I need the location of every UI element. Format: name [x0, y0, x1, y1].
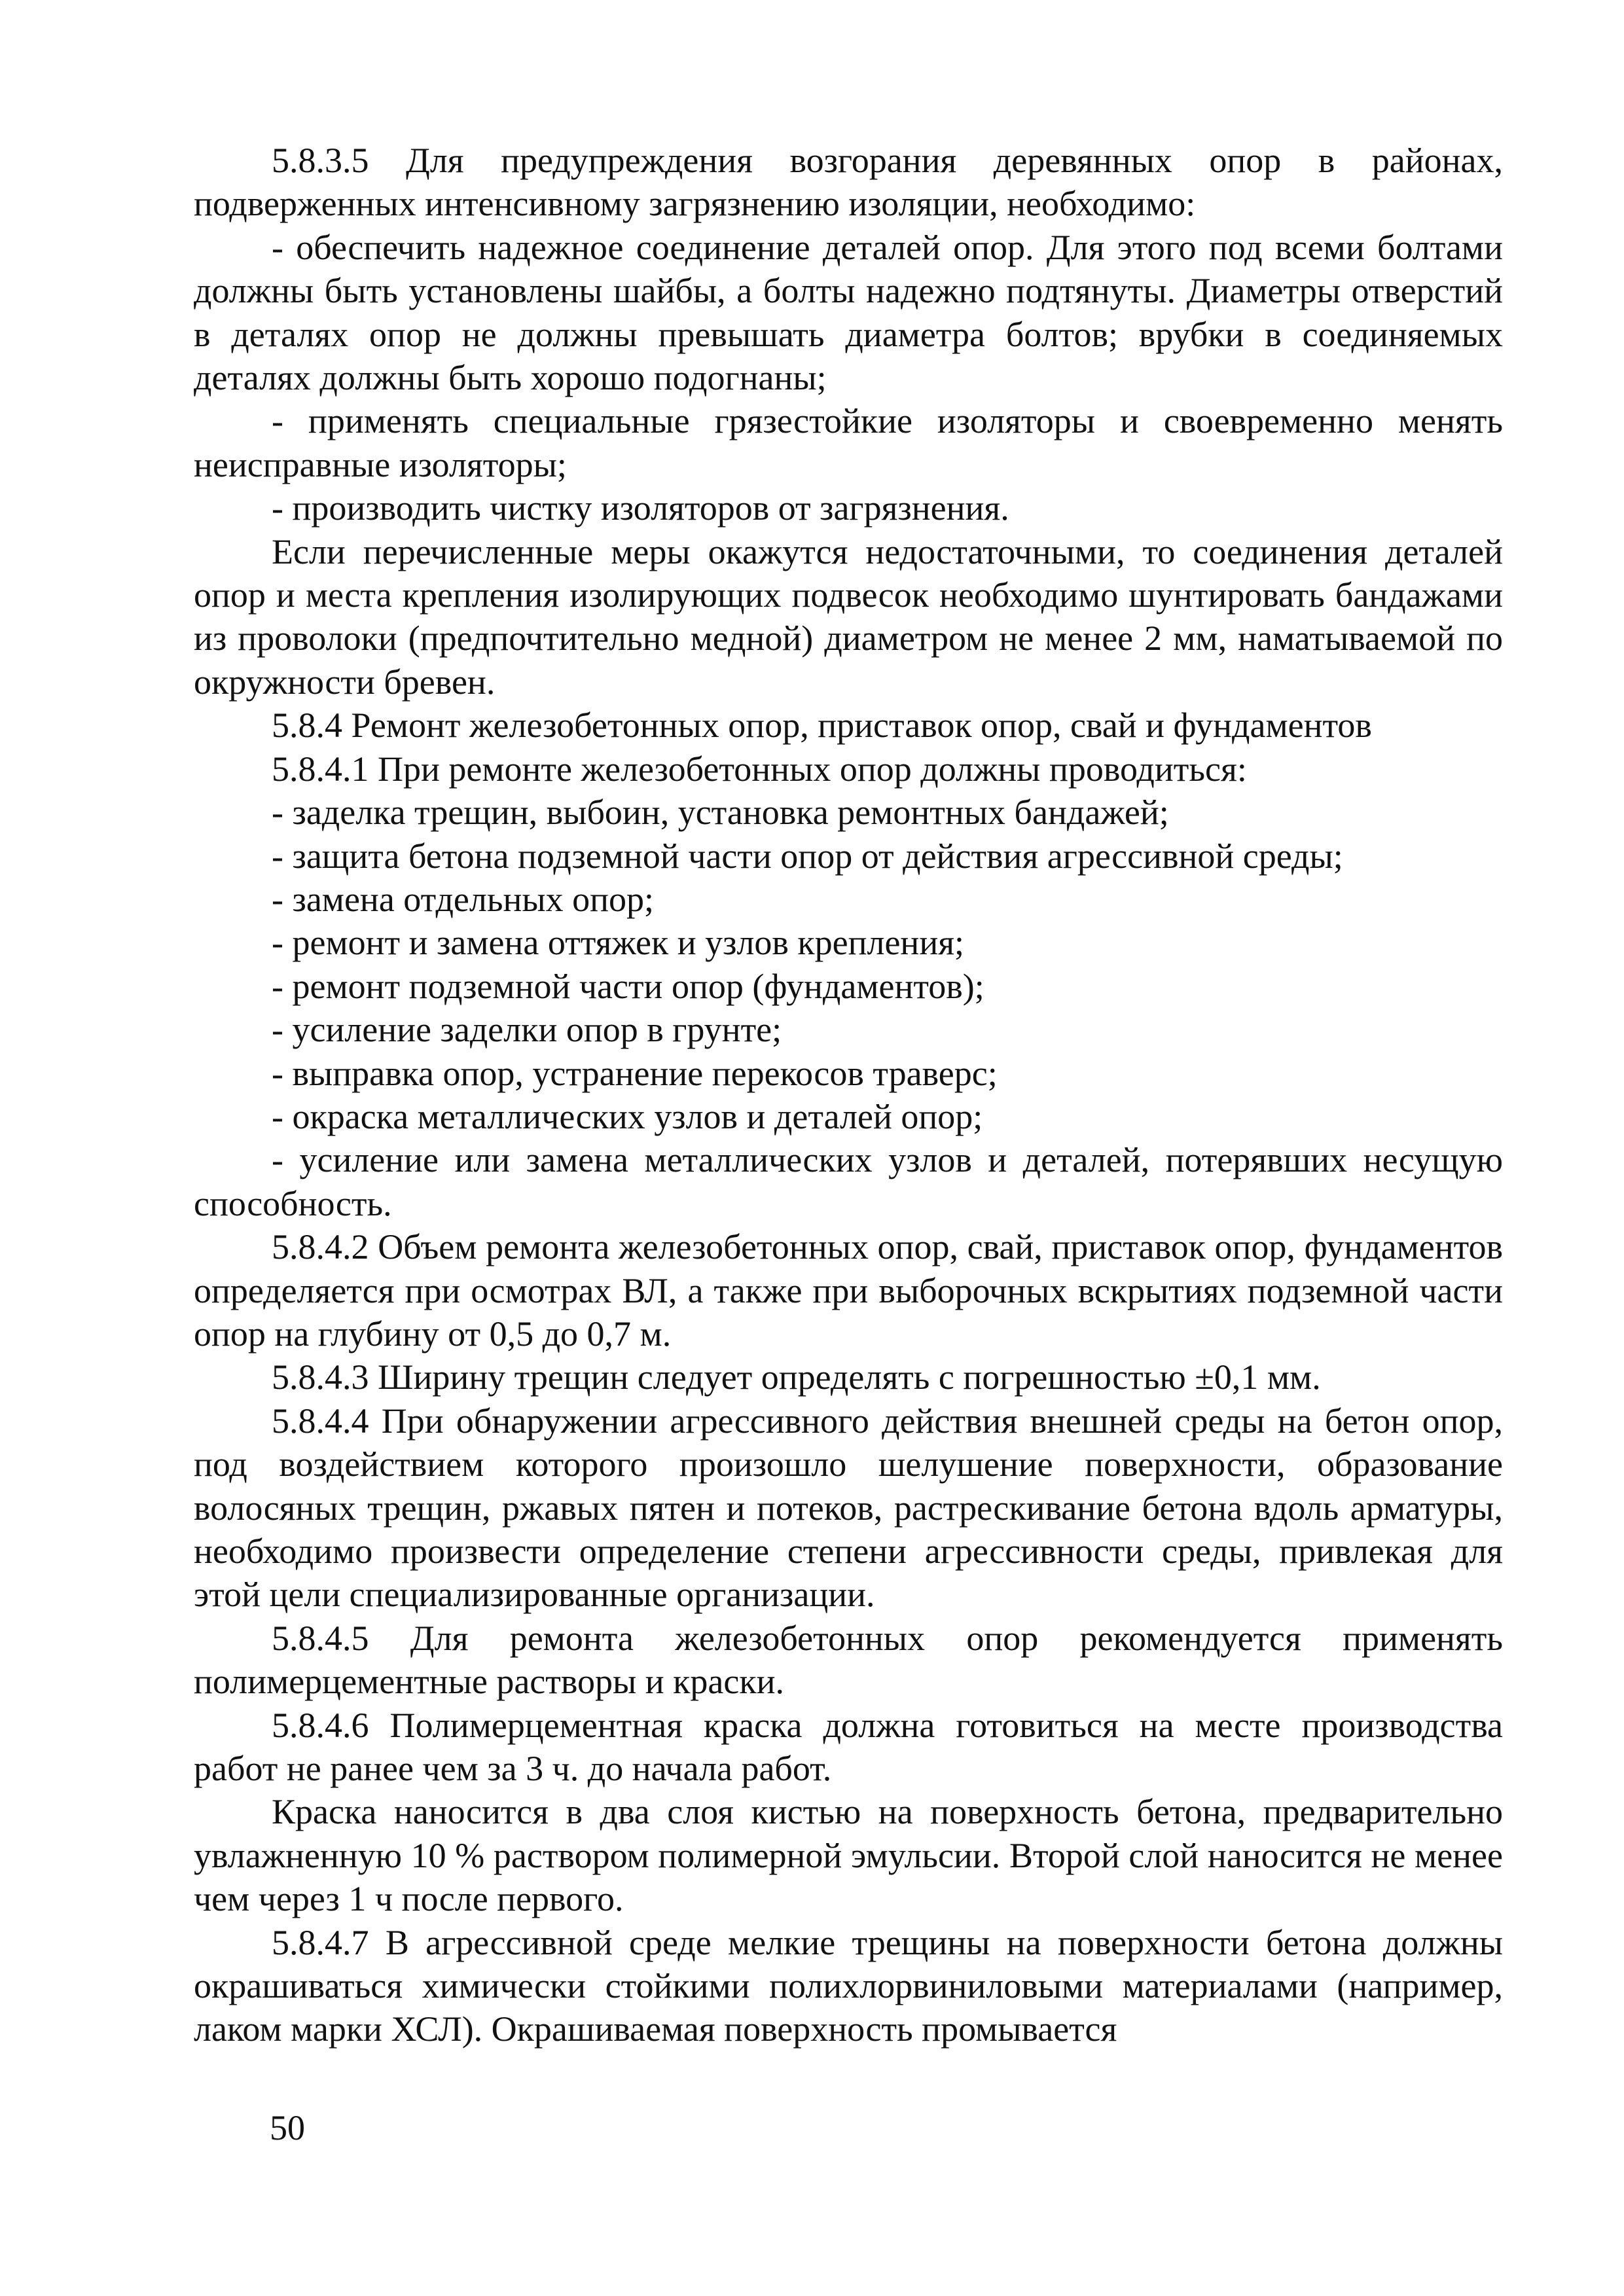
- paragraph-bandages: Если перечисленные меры окажутся недостаточными, то соединения деталей опор и места крепления изолирующих подвесок необходимо шунтировать бандажами из проволоки (предпочтительно медной) диаметром не менее 2 мм, наматываемой по окружности бревен.: [194, 531, 1503, 702]
- list-item-insulators: - применять специальные грязестойкие изоляторы и своевременно менять неисправные изоляторы;: [194, 401, 1503, 484]
- paragraph-5-8-4-5: 5.8.4.5 Для ремонта железобетонных опор рекомендуется применять полимерцементные растворы и краски.: [194, 1618, 1503, 1702]
- list-item-metal-replacement: - усиление или замена металлических узлов и деталей, потерявших несущую способность.: [194, 1140, 1503, 1223]
- paragraph-5-8-4-6: 5.8.4.6 Полимерцементная краска должна готовиться на месте производства работ не ранее чем за 3 ч. до начала работ.: [194, 1705, 1503, 1789]
- paragraph-5-8-4-4: 5.8.4.4 При обнаружении агрессивного действия внешней среды на бетон опор, под воздействием которого произошло шелушение поверхности, образование волосяных трещин, ржавых пятен и потеков, растрескивание бетона вдоль арматуры, необходимо произвести определение степени агрессивности среды, привлекая для этой цели специализированные организации.: [194, 1401, 1503, 1615]
- paragraph-5-8-4-7: 5.8.4.7 В агрессивной среде мелкие трещины на поверхности бетона должны окрашиваться химически стойкими полихлорвиниловыми материалами (например, лаком марки ХСЛ). Окрашиваемая поверхность промывается: [194, 1922, 1503, 2049]
- page-number: 50: [270, 2108, 305, 2147]
- list-item-concrete-protection: - защита бетона подземной части опор от действия агрессивной среды;: [272, 836, 1343, 876]
- list-item-foundation-repair: - ремонт подземной части опор (фундаментов);: [272, 966, 984, 1006]
- paragraph-5-8-3-5: 5.8.3.5 Для предупреждения возгорания деревянных опор в районах, подверженных интенсивному загрязнению изоляции, необходимо:: [194, 141, 1503, 224]
- list-item-crack-sealing: - заделка трещин, выбоин, установка ремонтных бандажей;: [272, 793, 1169, 833]
- paragraph-5-8-4-2: 5.8.4.2 Объем ремонта железобетонных опор, свай, приставок опор, фундаментов определяется при осмотрах ВЛ, а также при выборочных вскрытиях подземной части опор на глубину от 0,5 до 0,7 м.: [194, 1227, 1503, 1354]
- section-heading-5-8-4: 5.8.4 Ремонт железобетонных опор, приставок опор, свай и фундаментов: [272, 706, 1372, 745]
- list-item-straightening: - выправка опор, устранение перекосов траверс;: [272, 1053, 998, 1093]
- list-item-painting: - окраска металлических узлов и деталей опор;: [272, 1096, 983, 1136]
- body-text: [194, 139, 1503, 2051]
- list-item-cleaning: - производить чистку изоляторов от загрязнения.: [272, 488, 1009, 528]
- paragraph-5-8-4-3: 5.8.4.3 Ширину трещин следует определять с погрешностью ±0,1 мм.: [272, 1357, 1321, 1397]
- list-item-guy-repair: - ремонт и замена оттяжек и узлов крепления;: [272, 923, 965, 963]
- paragraph-paint-application: Краска наносится в два слоя кистью на поверхность бетона, предварительно увлажненную 10 % раствором полимерной эмульсии. Второй слой наносится не менее чем через 1 ч после первого.: [194, 1792, 1503, 1919]
- list-item-ground-reinforcement: - усиление заделки опор в грунте;: [272, 1010, 782, 1050]
- paragraph-5-8-4-1: 5.8.4.1 При ремонте железобетонных опор должны проводиться:: [272, 749, 1247, 789]
- list-item-pole-replacement: - замена отдельных опор;: [272, 879, 655, 919]
- list-item-bolts: - обеспечить надежное соединение деталей опор. Для этого под всеми болтами должны быть установлены шайбы, а болты надежно подтянуты. Диаметры отверстий в деталях опор не должны превышать диаметра болтов; врубки в соединяемых деталях должны быть хорошо подогнаны;: [194, 227, 1503, 398]
